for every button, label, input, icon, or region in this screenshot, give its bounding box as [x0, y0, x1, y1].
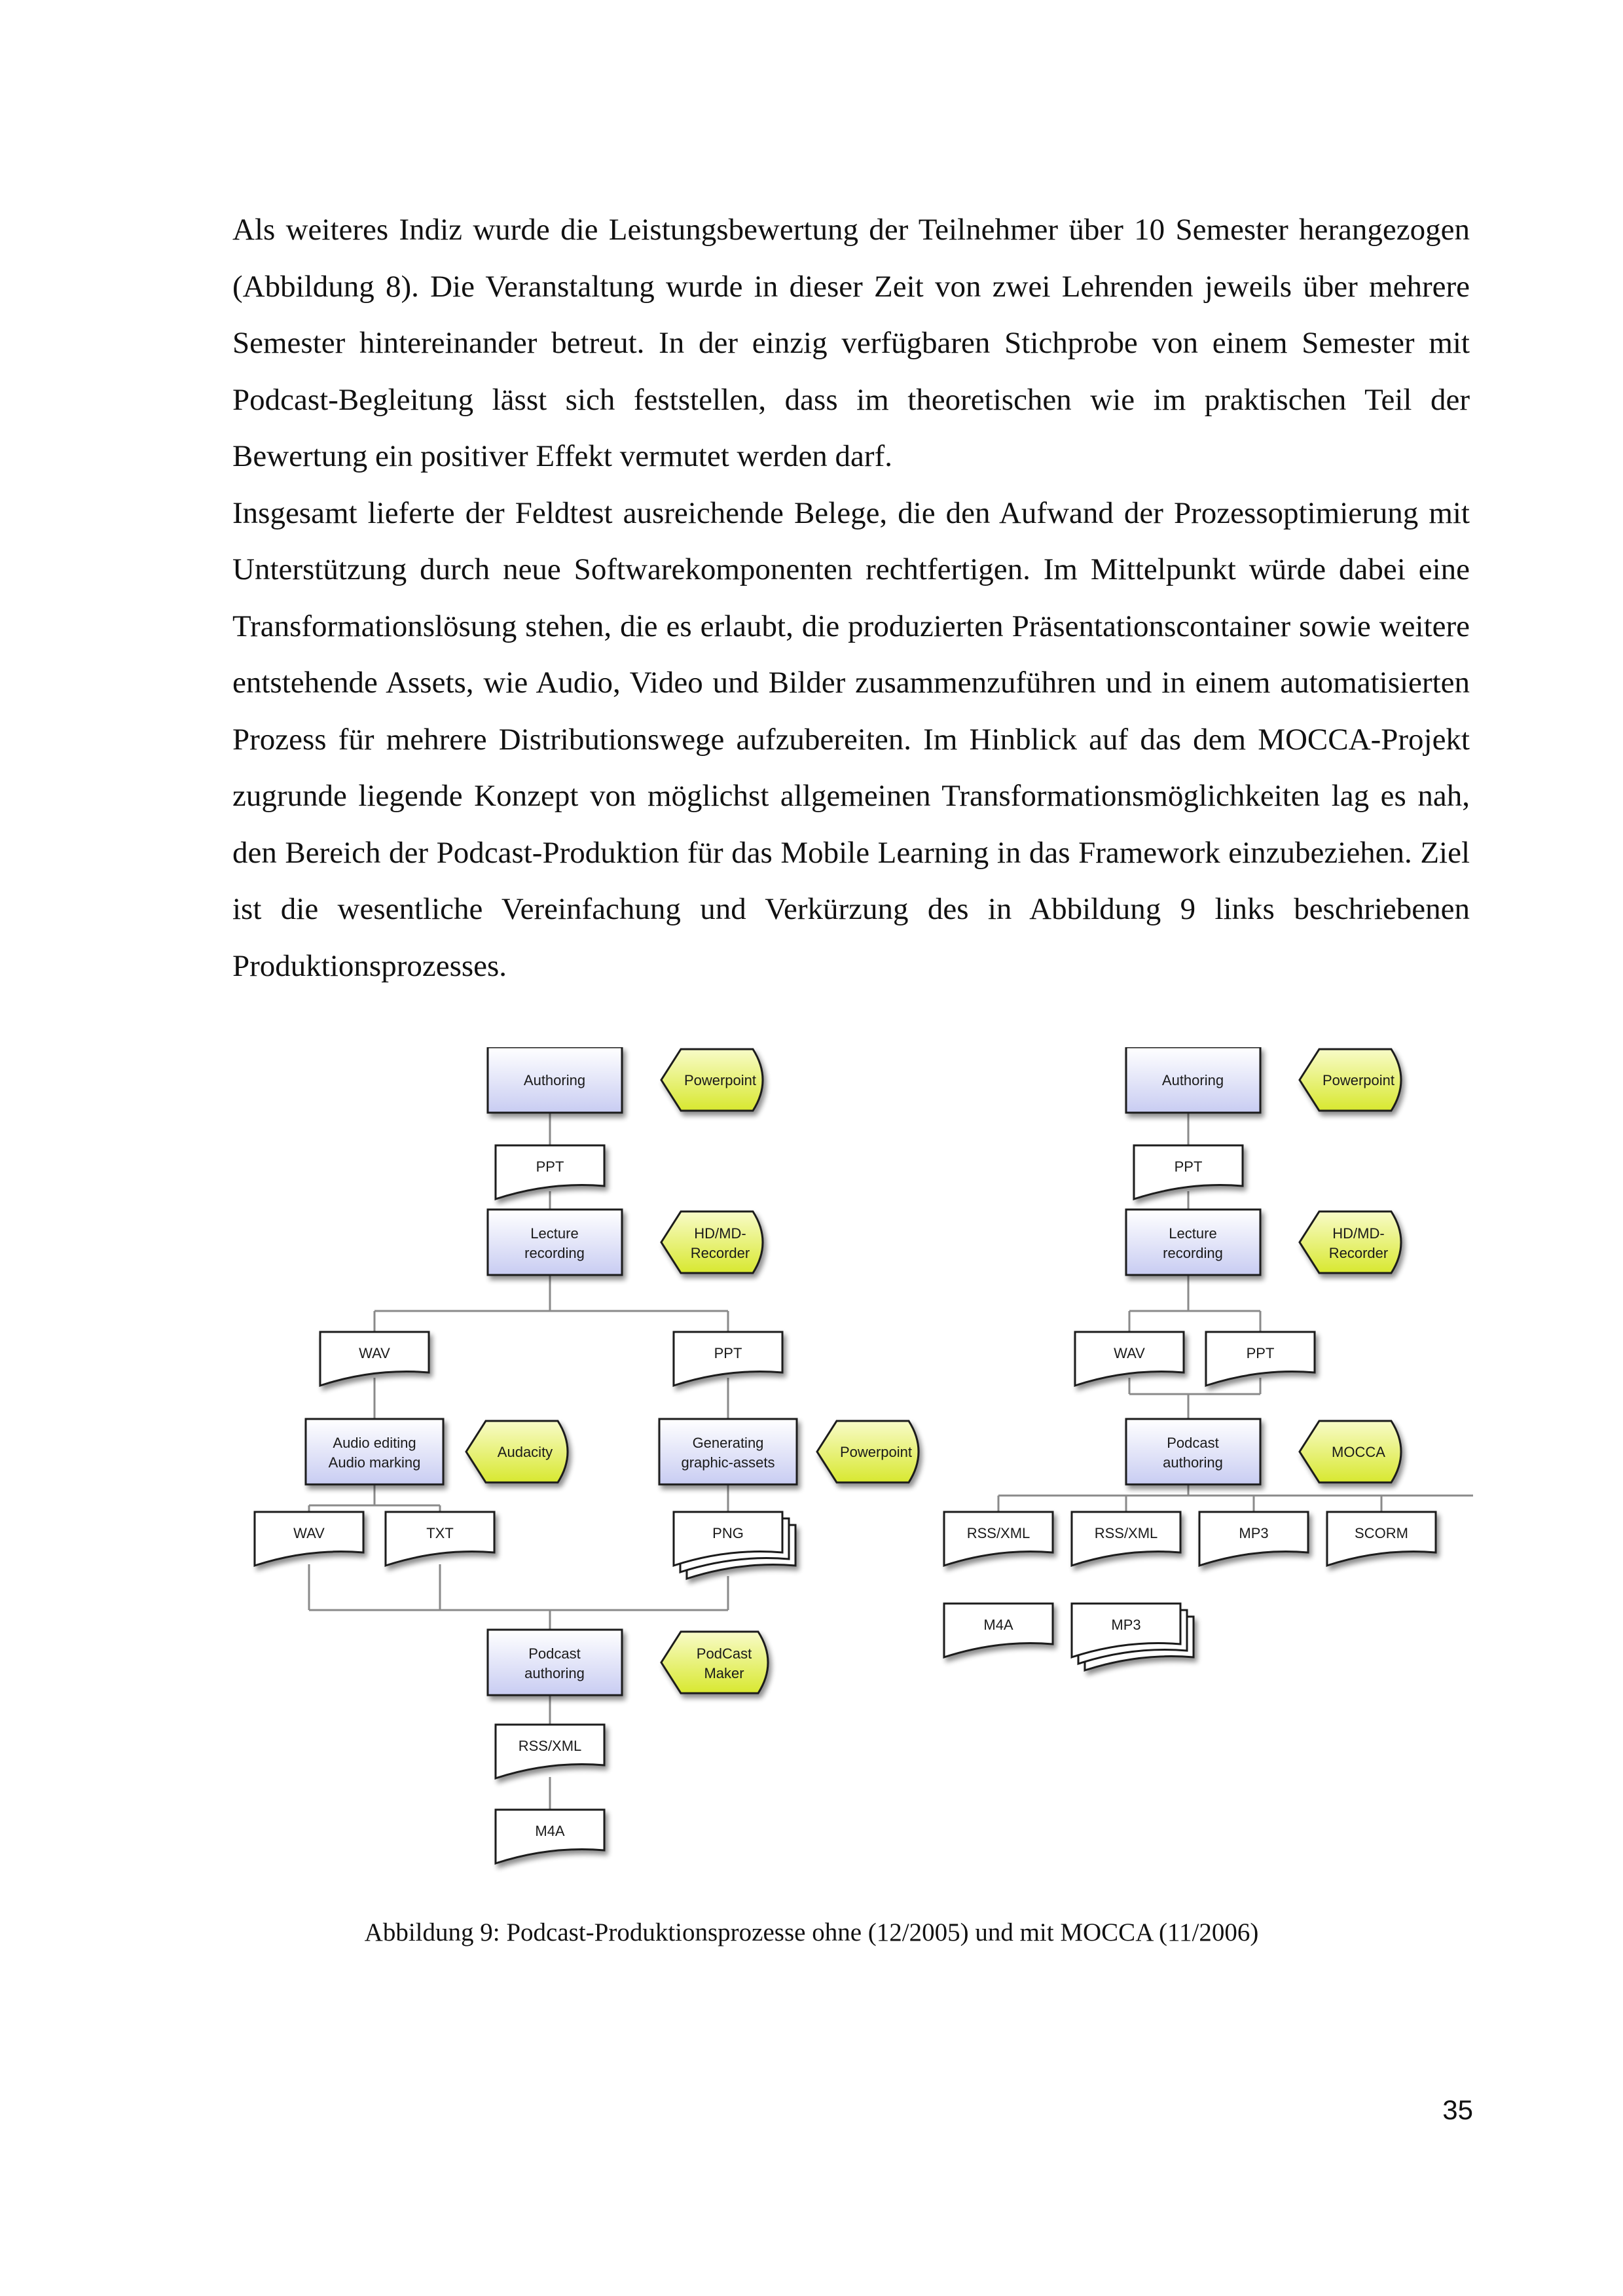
right-mp3-2-label: MP3: [1111, 1617, 1141, 1633]
right-mp3-document-1: [1199, 1512, 1308, 1566]
right-wav-label: WAV: [1114, 1345, 1145, 1361]
left-txt-label: TXT: [426, 1525, 454, 1541]
left-diagram: [255, 1047, 919, 1863]
left-audacity-label: Audacity: [497, 1444, 553, 1460]
left-lecture-line1: Lecture: [530, 1225, 579, 1242]
right-ppt-document-2: [1206, 1332, 1315, 1386]
process-diagram: [242, 1047, 1473, 1898]
right-recorder-line2: Recorder: [1328, 1245, 1389, 1261]
right-mp3-documents: [1072, 1604, 1194, 1670]
left-rss-label: RSS/XML: [518, 1738, 582, 1754]
right-ppt2-label: PPT: [1246, 1345, 1275, 1361]
body-text: [232, 202, 1470, 994]
right-diagram: [944, 1047, 1473, 1670]
right-powerpoint-label: Powerpoint: [1322, 1072, 1395, 1088]
left-graphic-line1: Generating: [692, 1435, 764, 1451]
right-authoring-process: [1126, 1047, 1260, 1113]
left-wav-label: WAV: [359, 1345, 390, 1361]
right-authoring-label: Authoring: [1161, 1072, 1224, 1088]
left-wav-document-2: [255, 1512, 363, 1566]
left-recorder-line1: HD/MD-: [694, 1225, 746, 1242]
left-podcast-line1: Podcast: [528, 1645, 581, 1662]
left-audio-process: [306, 1419, 443, 1484]
right-scorm-document: [1327, 1512, 1436, 1566]
left-png-documents: [674, 1512, 795, 1579]
left-authoring-label: Authoring: [523, 1072, 586, 1088]
left-txt-document: [386, 1512, 494, 1566]
left-m4a-document: [496, 1810, 604, 1863]
left-ppt2-label: PPT: [714, 1345, 742, 1361]
left-graphic-line2: graphic-assets: [681, 1454, 775, 1471]
left-powerpoint-tool-2: [817, 1421, 919, 1482]
right-ppt-label: PPT: [1174, 1158, 1203, 1175]
right-mocca-label: MOCCA: [1332, 1444, 1385, 1460]
left-audio-line1: Audio editing: [333, 1435, 416, 1451]
left-recorder-tool: [661, 1211, 763, 1273]
right-ppt-document: [1134, 1145, 1243, 1199]
left-authoring-process: [488, 1047, 622, 1113]
left-wav-document: [320, 1332, 429, 1386]
right-m4a-document: [944, 1604, 1053, 1657]
left-powerpoint-tool: [661, 1049, 763, 1111]
right-lecture-line2: recording: [1163, 1245, 1223, 1261]
paragraph-1: Als weiteres Indiz wurde die Leistungsbewertung der Teilnehmer über 10 Semester herangezogen (Abbildung 8). Die Veranstaltung wurde in dieser Zeit von zwei Lehrenden jeweils über mehrere Semester hintereinander betreut. In der einzig verfügbaren Stichprobe von einem Semester mit Podcast-Begleitung lässt sich feststellen, dass im theoretischen wie im praktischen Teil der Bewertung ein positiver Effekt vermutet werden darf.: [232, 213, 1470, 473]
left-podcast-process: [488, 1630, 622, 1695]
right-recorder-line1: HD/MD-: [1332, 1225, 1385, 1242]
left-powerpoint2-label: Powerpoint: [839, 1444, 913, 1460]
left-audio-line2: Audio marking: [328, 1454, 421, 1471]
left-audacity-tool: [466, 1421, 568, 1482]
right-mp3-1-label: MP3: [1239, 1525, 1269, 1541]
paragraph-2: Insgesamt lieferte der Feldtest ausreichende Belege, die den Aufwand der Prozessoptimierung mit Unterstützung durch neue Softwarekomponenten rechtfertigen. Im Mittelpunkt würde dabei eine Transformationslösung stehen, die es erlaubt, die produzierten Präsentationscontainer sowie weitere entstehende Assets, wie Audio, Video und Bilder zusammenzuführen und in einem automatisierten Prozess für mehrere Distributionswege aufzubereiten. Im Hinblick auf das dem MOCCA-Projekt zugrunde liegende Konzept von möglichst allgemeinen Transformationsmöglichkeiten lag es nah, den Bereich der Podcast-Produktion für das Mobile Learning in das Framework einzubeziehen. Ziel ist die wesentliche Vereinfachung und Verkürzung des in Abbildung 9 links beschriebenen Produktionsprozesses.: [232, 495, 1470, 983]
right-lecture-line1: Lecture: [1169, 1225, 1217, 1242]
right-lecture-process: [1126, 1210, 1260, 1275]
figure-9: [242, 1047, 1473, 1898]
left-m4a-label: M4A: [535, 1823, 565, 1839]
right-rss-document-1: [944, 1512, 1053, 1566]
right-rss1-label: RSS/XML: [966, 1525, 1030, 1541]
left-ppt-document-2: [674, 1332, 782, 1386]
left-rss-document: [496, 1725, 604, 1778]
right-rss-document-2: [1072, 1512, 1180, 1566]
left-lecture-line2: recording: [524, 1245, 585, 1261]
figure-caption: Abbildung 9: Podcast-Produktionsprozesse ohne (12/2005) und mit MOCCA (11/2006): [364, 1918, 1259, 1946]
left-wav2-label: WAV: [293, 1525, 325, 1541]
right-podcast-line1: Podcast: [1167, 1435, 1219, 1451]
left-podcastmaker-line2: Maker: [704, 1665, 744, 1681]
right-podcast-line2: authoring: [1163, 1454, 1223, 1471]
left-podcastmaker-tool: [661, 1632, 768, 1693]
left-png-label: PNG: [712, 1525, 744, 1541]
right-scorm-label: SCORM: [1355, 1525, 1408, 1541]
page-number: 35: [1442, 2094, 1473, 2125]
left-recorder-line2: Recorder: [690, 1245, 750, 1261]
left-podcast-line2: authoring: [524, 1665, 585, 1681]
right-rss2-label: RSS/XML: [1094, 1525, 1158, 1541]
left-lecture-process: [488, 1210, 622, 1275]
right-mocca-tool: [1300, 1421, 1401, 1482]
left-ppt-label: PPT: [536, 1158, 564, 1175]
right-podcast-process: [1126, 1419, 1260, 1484]
left-graphic-process: [659, 1419, 797, 1484]
left-ppt-document: [496, 1145, 604, 1199]
right-wav-document: [1075, 1332, 1184, 1386]
right-powerpoint-tool: [1300, 1049, 1401, 1111]
left-powerpoint-label: Powerpoint: [684, 1072, 757, 1088]
right-recorder-tool: [1300, 1211, 1401, 1273]
left-podcastmaker-line1: PodCast: [696, 1645, 752, 1662]
right-m4a-label: M4A: [983, 1617, 1013, 1633]
